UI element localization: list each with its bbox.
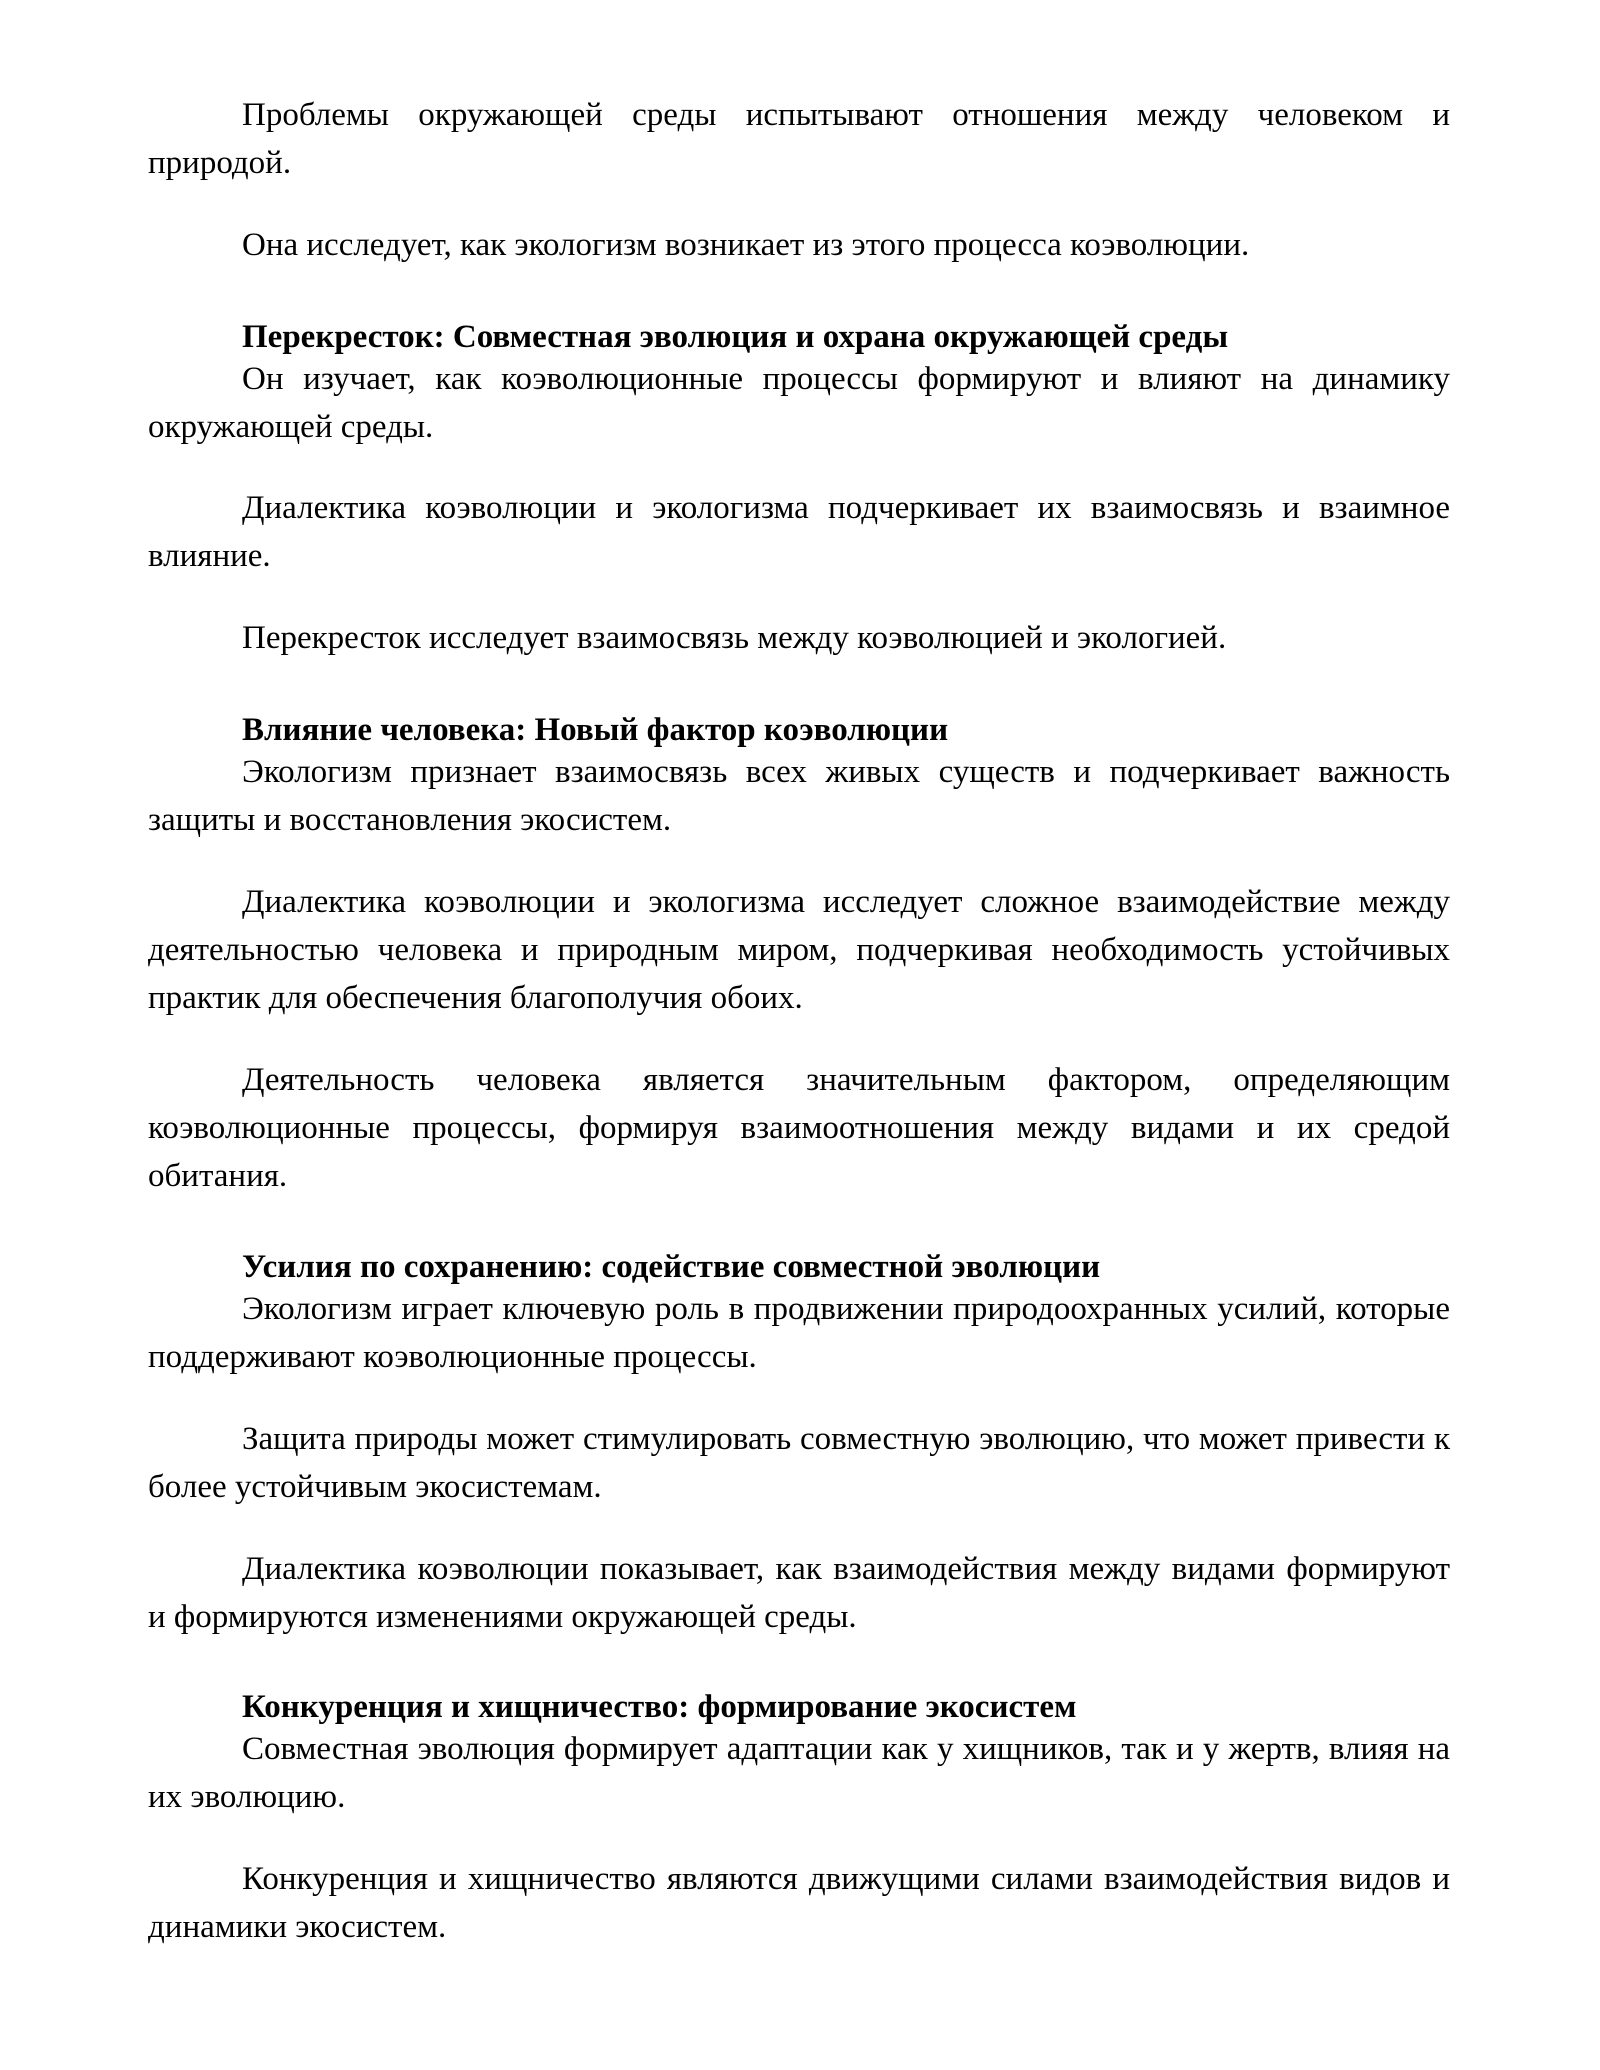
paragraph: Диалектика коэволюции и экологизма подчеркивает их взаимосвязь и взаимное влияние. <box>148 490 1450 574</box>
section-heading: Конкуренция и хищничество: формирование экосистем <box>242 1689 1077 1725</box>
paragraph: Перекресток исследует взаимосвязь между коэволюцией и экологией. <box>242 620 1227 656</box>
paragraph: Диалектика коэволюции показывает, как взаимодействия между видами формируют и формируются изменениями окружающей среды. <box>148 1551 1450 1635</box>
paragraph: Деятельность человека является значительным фактором, определяющим коэволюционные процессы, формируя взаимоотношения между видами и их средой обитания. <box>148 1062 1450 1194</box>
section-heading: Влияние человека: Новый фактор коэволюции <box>242 712 949 748</box>
paragraph: Совместная эволюция формирует адаптации как у хищников, так и у жертв, влияя на их эволюцию. <box>148 1731 1450 1815</box>
paragraph: Диалектика коэволюции и экологизма исследует сложное взаимодействие между деятельностью человека и природным миром, подчеркивая необходимость устойчивых практик для обеспечения благополучия обоих. <box>148 884 1450 1016</box>
section-heading: Перекресток: Совместная эволюция и охрана окружающей среды <box>242 319 1229 355</box>
section-heading: Усилия по сохранению: содействие совместной эволюции <box>242 1249 1101 1285</box>
paragraph: Конкуренция и хищничество являются движущими силами взаимодействия видов и динамики экосистем. <box>148 1861 1450 1945</box>
paragraph: Экологизм играет ключевую роль в продвижении природоохранных усилий, которые поддерживают коэволюционные процессы. <box>148 1291 1450 1375</box>
paragraph: Она исследует, как экологизм возникает из этого процесса коэволюции. <box>242 227 1250 263</box>
paragraph: Экологизм признает взаимосвязь всех живых существ и подчеркивает важность защиты и восстановления экосистем. <box>148 754 1450 838</box>
paragraph: Проблемы окружающей среды испытывают отношения между человеком и природой. <box>148 97 1450 181</box>
paragraph: Защита природы может стимулировать совместную эволюцию, что может привести к более устойчивым экосистемам. <box>148 1421 1450 1505</box>
paragraph: Он изучает, как коэволюционные процессы формируют и влияют на динамику окружающей среды. <box>148 361 1450 445</box>
